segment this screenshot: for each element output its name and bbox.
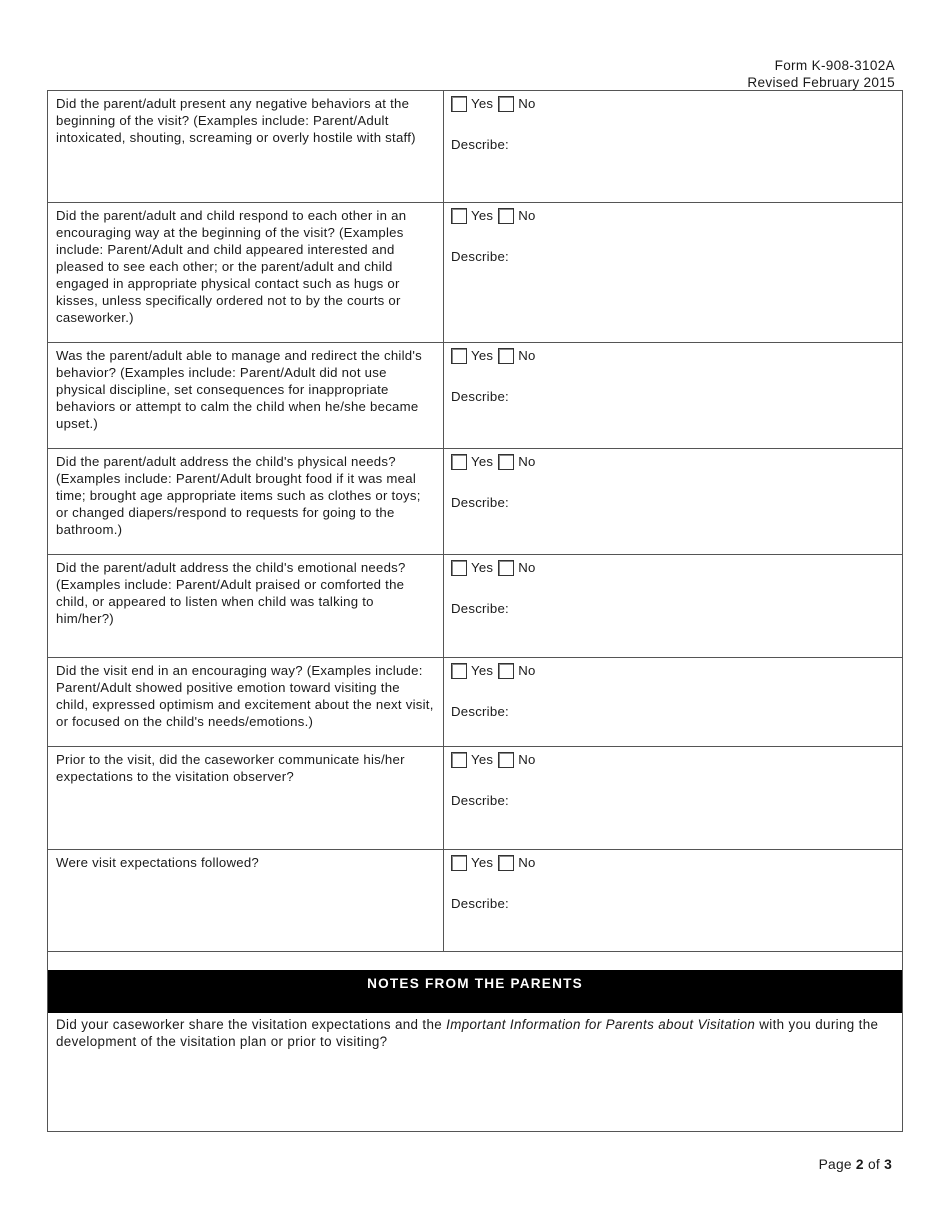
question-text: Prior to the visit, did the caseworker communicate his/her expectations to the visitation observer? [48,747,444,850]
no-checkbox[interactable] [498,96,514,112]
yes-label: Yes [471,208,494,223]
yes-checkbox[interactable] [451,348,467,364]
yes-no-group [451,453,895,471]
question-row [48,555,903,658]
describe-label: Describe: [451,793,509,808]
question-row [48,203,903,343]
notes-question [56,1016,892,1050]
page-number: 2 [855,1157,864,1172]
yes-label: Yes [471,560,494,575]
question-row [48,91,903,203]
no-label: No [518,855,536,870]
yes-checkbox[interactable] [451,752,467,768]
question-text: Was the parent/adult able to manage and redirect the child's behavior? (Examples include: Parent/Adult did not use physical discipline, set consequences for inappropriate behaviors or attempt to calm the child when he/she became upset.) [48,343,444,449]
no-checkbox[interactable] [498,752,514,768]
yes-checkbox[interactable] [451,560,467,576]
answer-cell [444,555,903,658]
notes-banner: NOTES FROM THE PARENTS [48,970,902,1013]
question-row [48,658,903,747]
yes-checkbox[interactable] [451,663,467,679]
yes-label: Yes [471,855,494,870]
no-label: No [518,663,536,678]
yes-label: Yes [471,752,494,767]
visit-questions-table [47,90,903,952]
no-label: No [518,752,536,767]
question-row [48,850,903,952]
question-row [48,449,903,555]
describe-label: Describe: [451,389,509,404]
no-label: No [518,348,536,363]
page-footer [819,1157,892,1172]
yes-no-group [451,854,895,872]
question-text: Were visit expectations followed? [48,850,444,952]
yes-no-group [451,751,895,769]
notes-section [47,950,903,1132]
of-word: of [867,1157,880,1172]
notes-question-part-2: with you during the development of the visitation plan or prior to visiting? [56,1017,879,1049]
no-checkbox[interactable] [498,560,514,576]
yes-label: Yes [471,96,494,111]
question-row [48,747,903,850]
no-checkbox[interactable] [498,348,514,364]
page-word: Page [818,1157,852,1172]
describe-label: Describe: [451,704,509,719]
no-label: No [518,208,536,223]
describe-label: Describe: [451,137,509,152]
no-checkbox[interactable] [498,663,514,679]
page-total: 3 [884,1157,892,1172]
no-checkbox[interactable] [498,855,514,871]
answer-cell [444,850,903,952]
no-checkbox[interactable] [498,208,514,224]
yes-no-group [451,207,895,225]
form-number: Form K-908-3102A [774,58,895,73]
answer-cell [444,91,903,203]
yes-no-group [451,559,895,577]
no-checkbox[interactable] [498,454,514,470]
no-label: No [518,454,536,469]
notes-question-document-title: Important Information for Parents about Visitation [446,1017,756,1032]
question-row [48,343,903,449]
describe-label: Describe: [451,249,509,264]
answer-cell [444,203,903,343]
yes-no-group [451,662,895,680]
yes-checkbox[interactable] [451,208,467,224]
form-header [747,57,895,91]
yes-no-group [451,95,895,113]
no-label: No [518,560,536,575]
notes-question-part-1: Did your caseworker share the visitation expectations and the [56,1017,447,1032]
answer-cell [444,747,903,850]
no-label: No [518,96,536,111]
answer-cell [444,449,903,555]
yes-label: Yes [471,348,494,363]
question-text: Did the parent/adult present any negative behaviors at the beginning of the visit? (Examples include: Parent/Adult intoxicated, shouting, screaming or overly hostile with staff) [48,91,444,203]
yes-checkbox[interactable] [451,96,467,112]
question-text: Did the parent/adult address the child's emotional needs? (Examples include: Parent/Adult praised or comforted the child, or appeared to listen when child was talking to him/her?) [48,555,444,658]
question-text: Did the parent/adult and child respond to each other in an encouraging way at the beginning of the visit? (Examples include: Parent/Adult and child appeared interested and pleased to see each other; or the parent/adult and child engaged in appropriate physical contact such as hugs or kisses, unless specifically ordered not to by the courts or caseworker.) [48,203,444,343]
yes-checkbox[interactable] [451,454,467,470]
describe-label: Describe: [451,495,509,510]
revision-date: Revised February 2015 [747,75,895,90]
describe-label: Describe: [451,896,509,911]
yes-no-group [451,347,895,365]
answer-cell [444,658,903,747]
answer-cell [444,343,903,449]
yes-label: Yes [471,663,494,678]
yes-label: Yes [471,454,494,469]
question-text: Did the visit end in an encouraging way? (Examples include: Parent/Adult showed positive emotion toward visiting the child, expressed optimism and excitement about the next visit, or focused on the child's needs/emotions.) [48,658,444,747]
yes-checkbox[interactable] [451,855,467,871]
describe-label: Describe: [451,601,509,616]
question-text: Did the parent/adult address the child's physical needs? (Examples include: Parent/Adult brought food if it was meal time; brought age appropriate items such as clothes or toys; or changed diapers/respond to requests for going to the bathroom.) [48,449,444,555]
